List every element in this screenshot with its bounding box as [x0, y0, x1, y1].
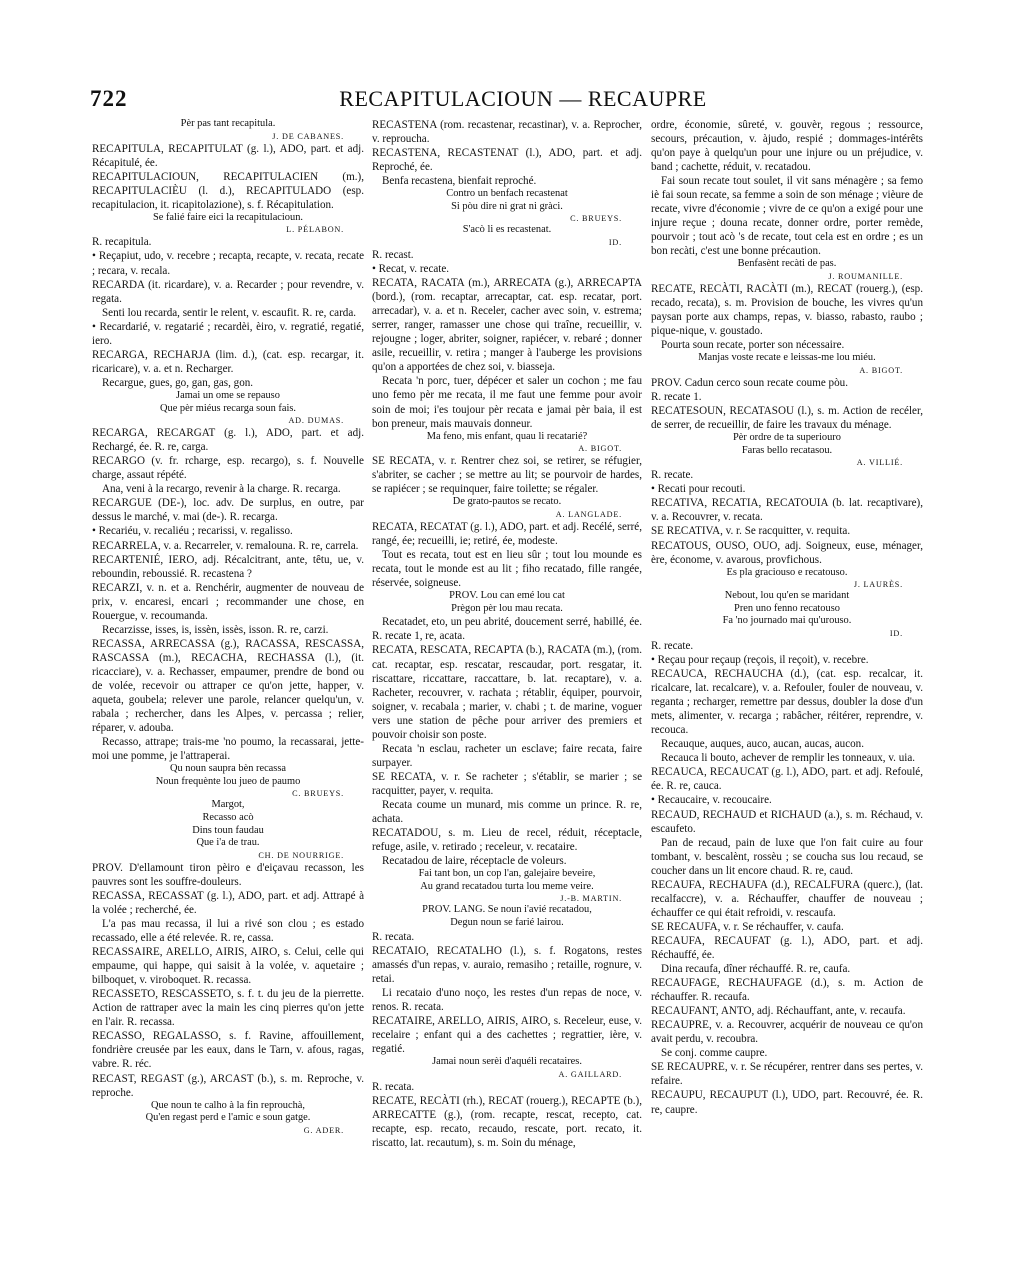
entry-paragraph: PROV. Cadun cerco soun recate coume pòu.	[651, 376, 848, 389]
quote-author: A. LANGLADE.	[555, 509, 622, 519]
entry-paragraph: R. recata.	[372, 930, 415, 943]
entry-paragraph: RECARRELA, v. a. Recarreler, v. remalouna. R. re, carrela.	[92, 539, 359, 552]
quote-author: C. BRUEYS.	[292, 789, 344, 799]
quotation: De grato-pautos se recato.	[452, 496, 562, 508]
quotation: Ma feno, mis enfant, quau li recatarié?	[426, 430, 588, 442]
entry-paragraph: Se conj. comme caupre.	[661, 1047, 768, 1060]
quotation: Manjas voste recate e leissas-me lou miéu.	[698, 352, 876, 364]
text-column-middle	[372, 118, 642, 1150]
entry-paragraph: RECAUFA, RECAUFAT (g. l.), ADO, part. et adj. Réchauffé, ée.	[651, 934, 923, 961]
entry-paragraph: Recasso, attrape; trais-me 'no poumo, la recassarai, jette-moi une pomme, je l'attraperai.	[92, 736, 364, 763]
quote-author: J.-B. MARTIN.	[560, 894, 622, 904]
quotation: PROV. Lou can emé lou cat Prègon pèr lou mau recata.	[449, 590, 565, 614]
entry-paragraph: Recarzisse, isses, is, issèn, issès, isson. R. re, carzi.	[102, 623, 329, 636]
entry-paragraph: • Reçapiut, udo, v. recebre ; recapta, recapte, v. recata, recate ; recara, v. recala.	[92, 250, 364, 277]
entry-paragraph: RECARGA, RECARGAT (g. l.), ADO, part. et adj. Rechargé, ée. R. re, carga.	[92, 427, 364, 454]
entry-paragraph: RECATAIO, RECATALHO (l.), s. f. Rogatons, restes amassés d'un repas, v. auraio, remasiho ; retaille, rognure, v. retai.	[372, 944, 642, 985]
entry-paragraph: RECATA, RACATA (m.), ARRECATA (g.), ARRECAPTA (bord.), (rom. recaptar, arrecaptar, cat. esp. recatar, port. arrecadar), v. a. et n. Receler, cacher avec soin, v. estrema; serrer, ranger, ramasser une chose qui traîne, recueillir, v. rejougne ; loger, abriter, soigner, rapiécer, v. rebaré ; donner asile, recueillir, v. retira ; manger à l'auberge les provisions qu'on a apportées de chez soi, v. biasseja.	[372, 277, 642, 374]
entry-paragraph: • Recaucaire, v. recoucaire.	[651, 794, 772, 807]
entry-paragraph: Ana, veni à la recargo, revenir à la charge. R. recarga.	[102, 483, 341, 496]
entry-paragraph: • Recardarié, v. regatarié ; recardèi, èiro, v. regratié, regatié, iero.	[92, 320, 364, 347]
entry-paragraph: RECASTENA, RECASTENAT (l.), ADO, part. et adj. Reproché, ée.	[372, 147, 642, 174]
quote-author: A. VILLIÉ.	[856, 458, 903, 468]
entry-paragraph: RECAUCA, RECHAUCHA (d.), (cat. esp. recalcar, it. ricalcare, lat. recalcare), v. a. Refouler, fouler de nouveau, v. reganta ; recharger, remettre par dessus, doubler la dose d'un mets, alimenter, v. recarga ; rabâcher, réitérer, reprendre, v. recouca.	[651, 668, 923, 737]
entry-paragraph: Tout es recata, tout est en lieu sûr ; tout lou mounde es recata, tout le monde est au lit ; fiho recatado, fille rangée, réservée, soigneuse.	[372, 549, 642, 590]
entry-paragraph: L'a pas mau recassa, il lui a rivé son clou ; es estado recassado, elle a été relevée. R. re, cassa.	[92, 918, 364, 945]
quote-author: J. LAURÈS.	[853, 580, 903, 590]
quote-author: ID.	[889, 628, 903, 638]
entry-paragraph: SE RECAUFA, v. r. Se réchauffer, v. caufa.	[651, 920, 844, 933]
entry-paragraph: RECASSA, RECASSAT (g. l.), ADO, part. et adj. Attrapé à la volée ; recherché, ée.	[92, 889, 364, 916]
quote-author: A. BIGOT.	[859, 365, 903, 375]
entry-paragraph: R. recate.	[651, 469, 694, 482]
entry-paragraph: R. recata.	[372, 1080, 415, 1093]
quotation: Nebout, lou qu'en se maridant Pren uno fenno recatouso Fa 'no journado mai qu'urouso.	[722, 590, 852, 627]
entry-paragraph: RECATIVA, RECATIA, RECATOUIA (b. lat. recaptivare), v. a. Recouvrer, v. recata.	[651, 497, 923, 524]
entry-paragraph: Recata 'n porc, tuer, dépécer et saler un cochon ; me fau uno femo pèr me recata, il me faut une femme pour avoir soin de moi; i'es toujour pèr recata e jamai pèr baia, il est bon preneur, mais mauvais donneur.	[372, 375, 642, 430]
quote-author: CH. DE NOURRIGE.	[258, 850, 344, 860]
entry-paragraph: PROV. D'ellamount tiron pèiro e d'eiçavau recasson, les pauvres sont les souffre-douleurs.	[92, 861, 364, 888]
entry-paragraph: RECAUPRE, v. a. Recouvrer, acquérir de nouveau ce qu'on avait perdu, v. recoubra.	[651, 1019, 923, 1046]
entry-paragraph: RECAUPU, RECAUPUT (l.), UDO, part. Recouvré, ée. R. re, caupre.	[651, 1089, 923, 1116]
entry-paragraph: RECATE, RECÀTI (rh.), RECAT (rouerg.), RECAPTE (b.), ARRECATTE (g.), (rom. recapte, rescat, recepto, cat. recapte, esp. recato, recaudo, rescate, port. recato, it. riscatto, lat. recautum), s. m. Soin du ménage,	[372, 1094, 642, 1149]
quotation: Benfasènt recàti de pas.	[737, 258, 837, 270]
text-column-left	[92, 118, 364, 1136]
quotation: Jamai un ome se repauso Que pèr miéus recarga soun fais.	[160, 389, 296, 414]
quotation: Qu noun saupra bèn recassa Noun frequènte lou jueo de paumo	[155, 763, 301, 787]
entry-paragraph: RECAUFAGE, RECHAUFAGE (d.), s. m. Action de réchauffer. R. recaufa.	[651, 977, 923, 1004]
entry-paragraph: R. recate 1.	[651, 390, 702, 403]
running-title: RECAPITULACIOUN — RECAUPRE	[339, 86, 707, 111]
quote-author: G. ADER.	[303, 1125, 344, 1135]
entry-paragraph: RECATA, RECATAT (g. l.), ADO, part. et adj. Recélé, serré, rangé, ée; recueilli, ie; retiré, ée, modeste.	[372, 520, 642, 547]
quotation: Se falié faire eici la recapitulacioun.	[152, 211, 303, 223]
entry-paragraph: R. recapitula.	[92, 236, 152, 249]
entry-paragraph: RECASTENA (rom. recastenar, recastinar), v. a. Reprocher, v. reproucha.	[372, 119, 642, 146]
quotation: Pèr pas tant recapitula.	[180, 118, 276, 129]
quotation: Jamai noun serèi d'aquéli recataires.	[432, 1056, 582, 1068]
entry-paragraph: RECATADOU, s. m. Lieu de recel, réduit, réceptacle, refuge, asile, v. retirado ; receleur, v. recataire.	[372, 827, 642, 854]
entry-paragraph: RECAUFA, RECHAUFA (d.), RECALFURA (querc.), (lat. recalfaccre), v. a. Réchauffer, chauffer de nouveau ; échauffer ce qui était refroidi, v. rescaufa.	[651, 878, 923, 919]
quotation: PROV. LANG. Se noun i'avié recatadou, Degun noun se farié lairou.	[422, 904, 592, 928]
entry-paragraph: SE RECATA, v. r. Se racheter ; s'établir, se marier ; se racquitter, payer, v. requita.	[372, 770, 642, 797]
entry-paragraph: Recata 'n esclau, racheter un esclave; faire recata, faire surpayer.	[372, 742, 642, 769]
entry-paragraph: RECATE, RECÀTI, RACÀTI (m.), RECAT (rouerg.), (esp. recado, recata), s. m. Provision de bouche, les vivres qu'un paysan porte aux champs, repas, v. biasso, rabasto, raubo ; pique-nique, v. goustado.	[651, 283, 923, 338]
quotation: Pèr ordre de ta superiouro Faras bello recatasou.	[733, 432, 841, 456]
entry-paragraph: RECASSA, ARRECASSA (g.), RACASSA, RESCASSA, RASCASSA (m.), RECACHA, RECHASSA (l.), (it. ricacciare), v. a. Rechasser, empaumer, prendre de bond ou de volée, recevoir ou attraper ce qu'on jette, happer, v. aqueta, goubela; relever une parole, relancer quelqu'un, v. rabala ; rechercher, dans les Alpes, v. percassa ; relier, réparer, v. adouba.	[92, 637, 364, 735]
entry-paragraph: Fai soun recate tout soulet, il vit sans ménagère ; sa femo iè fai soun recate, sa femme a soin de son ménage ; vièure de recate, vivre d'économie ; vivre de ce qu'on a exigé pour une injure reçue ; douna recate, donner ordre, porter remède, pourvoir ; tout acò 's de recate, tout cela est en ordre ; es un bon recàti, c'est une bonne précaution.	[651, 175, 923, 258]
entry-paragraph: RECARZI, v. n. et a. Renchérir, augmenter de nouveau de prix, v. encaresi, encari ; recommander une chose, en Rouergue, v. recoumanda.	[92, 581, 364, 622]
quote-author: AD. DUMAS.	[288, 416, 344, 426]
page-header	[90, 86, 956, 116]
entry-paragraph: RECAST, REGAST (g.), ARCAST (b.), s. m. Reproche, v. reproche.	[92, 1072, 364, 1099]
entry-paragraph: Recauca li bouto, achever de remplir les tonneaux, v. uia.	[661, 752, 916, 765]
entry-paragraph: R. recast.	[372, 249, 414, 262]
quotation: Contro un benfach recastenat Si pòu dire ni grat ni gràci.	[446, 188, 568, 212]
entry-paragraph: RECATESOUN, RECATASOU (l.), s. m. Action de recéler, de serrer, de recueillir, de faire les travaux du ménage.	[651, 404, 923, 432]
quote-author: L. PÉLABON.	[286, 225, 344, 235]
entry-paragraph: RECARGUE (DE-), loc. adv. De surplus, en outre, par dessus le marché, v. mai (de-). R. recarga.	[92, 497, 364, 524]
entry-paragraph: Recatadou de laire, réceptacle de voleurs.	[382, 855, 567, 868]
entry-paragraph: RECAPITULA, RECAPITULAT (g. l.), ADO, part. et adj. Récapitulé, ée.	[92, 142, 364, 169]
quotation: Margot, Recasso acò Dins toun faudau Que i'a de trau.	[192, 799, 264, 849]
quotation: S'acò li es recastenat.	[462, 224, 552, 236]
quote-author: A. BIGOT.	[578, 444, 622, 454]
quote-author: J. DE CABANES.	[272, 131, 344, 141]
entry-paragraph: RECAUD, RECHAUD et RICHAUD (a.), s. m. Réchaud, v. escaufeto.	[651, 808, 923, 835]
entry-paragraph: Senti lou recarda, sentir le relent, v. escaufit. R. re, carda.	[102, 306, 357, 319]
quotation: Es pla graciouso e recatouso.	[726, 566, 848, 578]
entry-paragraph: Dina recaufa, dîner réchauffé. R. re, caufa.	[661, 963, 851, 976]
entry-paragraph: RECARGA, RECHARJA (lim. d.), (cat. esp. recargar, it. ricaricare), v. a. et n. Recharger.	[92, 348, 364, 375]
entry-paragraph: Recata coume un munard, mis comme un prince. R. re, achata.	[372, 798, 642, 826]
entry-paragraph: Recargue, gues, go, gan, gas, gon.	[102, 376, 254, 389]
entry-paragraph: Pan de recaud, pain de luxe que l'on fait cuire au four tombant, v. bescalènt, rossèu ; se coucha sus lou recaud, se coucher dans un lit encore chaud. R. re, caud.	[651, 836, 923, 877]
entry-paragraph: RECASSO, REGALASSO, s. f. Ravine, affouillement, fondrière creusée par les eaux, dans le Tarn, v. afous, ragas, vabre. R. réc.	[92, 1030, 364, 1071]
page-number: 722	[90, 86, 128, 111]
entry-paragraph: Pourta soun recate, porter son nécessaire.	[661, 339, 845, 352]
text-column-right	[651, 118, 923, 1117]
quote-author: C. BRUEYS.	[570, 214, 622, 224]
entry-paragraph: SE RECATIVA, v. r. Se racquitter, v. requita.	[651, 525, 851, 538]
quotation: Que noun te calho à la fin reprouchà, Qu'en regast perd e l'amic e soun gatge.	[145, 1099, 311, 1124]
entry-paragraph: SE RECATA, v. r. Rentrer chez soi, se retirer, se réfugier, s'abriter, se cacher ; se mettre au lit; se pourvoir de hardes, se rapiécer ; se requinquer, faire toilette; se régaler.	[372, 455, 642, 496]
quote-author: A. GAILLARD.	[558, 1069, 622, 1079]
entry-paragraph: RECATAIRE, ARELLO, AIRIS, AIRO, s. Receleur, euse, v. recelaire ; enfant qui a des cachettes ; regrattier, ière, v. regatié.	[372, 1014, 642, 1055]
entry-paragraph: R. recate.	[651, 639, 694, 652]
entry-paragraph: RECATA, RESCATA, RECAPTA (b.), RACATA (m.), (rom. cat. recaptar, esp. rescatar, rescaudar, port. resgatar, it. riscattare, riccattare, raccattare, b. lat. recaptare), v. a. Racheter, recouvrer, v. rachata ; rétablir, équiper, pourvoir, soigner, v. recabala ; marier, v. chabi ; t. de marine, voguer vers une station de pêche pour arriver des premiers et pouvoir choisir son poste.	[372, 644, 642, 741]
entry-paragraph: • Recariéu, v. recaliéu ; recarissi, v. regalisso.	[92, 525, 293, 538]
entry-paragraph: ordre, économie, sûreté, v. gouvèr, regous ; ressource, secours, précaution, v. àjudo, respié ; dommages-intérêts qu'on paye à quelqu'un pour une injure ou un préjudice, v. band ; cachette, réduit, v. recatadou.	[651, 119, 923, 174]
entry-paragraph: RECASSETO, RESCASSETO, s. f. t. du jeu de la pierrette. Action de rattraper avec la main les cinq pierres qu'on jette en l'air. R. recassa.	[92, 988, 364, 1029]
quote-author: ID.	[608, 238, 622, 248]
entry-paragraph: SE RECAUPRE, v. r. Se récupérer, rentrer dans ses pertes, v. refaire.	[651, 1061, 923, 1088]
entry-paragraph: Recauque, auques, auco, aucan, aucas, aucon.	[661, 738, 864, 751]
quotation: Fai tant bon, un cop l'an, galejaire beveire, Au grand recatadou turta lou meme veire.	[418, 868, 596, 892]
entry-paragraph: RECASSAIRE, ARELLO, AIRIS, AIRO, s. Celui, celle qui empaume, qui happe, qui saisit à la volée, v. aquetaire ; bilboquet, v. viroboquet. R. recassa.	[92, 946, 364, 987]
entry-paragraph: RECARGO (v. fr. rcharge, esp. recargo), s. f. Nouvelle charge, assaut répété.	[92, 455, 364, 482]
entry-paragraph: RECARDA (it. ricardare), v. a. Recarder ; pour revendre, v. regata.	[92, 278, 364, 305]
entry-paragraph: • Reçau pour reçaup (reçois, il reçoit), v. recebre.	[651, 654, 869, 667]
entry-paragraph: RECAUFANT, ANTO, adj. Réchauffant, ante, v. recaufa.	[651, 1005, 906, 1018]
entry-paragraph: Benfa recastena, bienfait reproché.	[382, 175, 537, 188]
entry-paragraph: • Recati pour recouti.	[651, 483, 746, 496]
entry-paragraph: Recatadet, eto, un peu abrité, doucement serré, habillé, ée. R. recate 1, re, acata.	[372, 616, 642, 643]
entry-paragraph: RECAPITULACIOUN, RECAPITULACIEN (m.), RECAPITULACIÈU (l. d.), RECAPITULADO (esp. recapitulacion, it. ricapitolazione), s. f. Récapitulation.	[92, 170, 364, 211]
entry-paragraph: RECARTENIÉ, IERO, adj. Récalcitrant, ante, têtu, ue, v. reboundin, reboussié. R. recastena ?	[92, 553, 364, 580]
entry-paragraph: RECATOUS, OUSO, OUO, adj. Soigneux, euse, ménager, ère, économe, v. avarous, provfichous.	[651, 539, 923, 566]
entry-paragraph: RECAUCA, RECAUCAT (g. l.), ADO, part. et adj. Refoulé, ée. R. re, cauca.	[651, 766, 923, 793]
quote-author: J. ROUMANILLE.	[828, 272, 903, 282]
entry-paragraph: Li recataio d'uno noço, les restes d'un repas de noce, v. renos. R. recata.	[372, 986, 642, 1013]
entry-paragraph: • Recat, v. recate.	[372, 263, 450, 276]
